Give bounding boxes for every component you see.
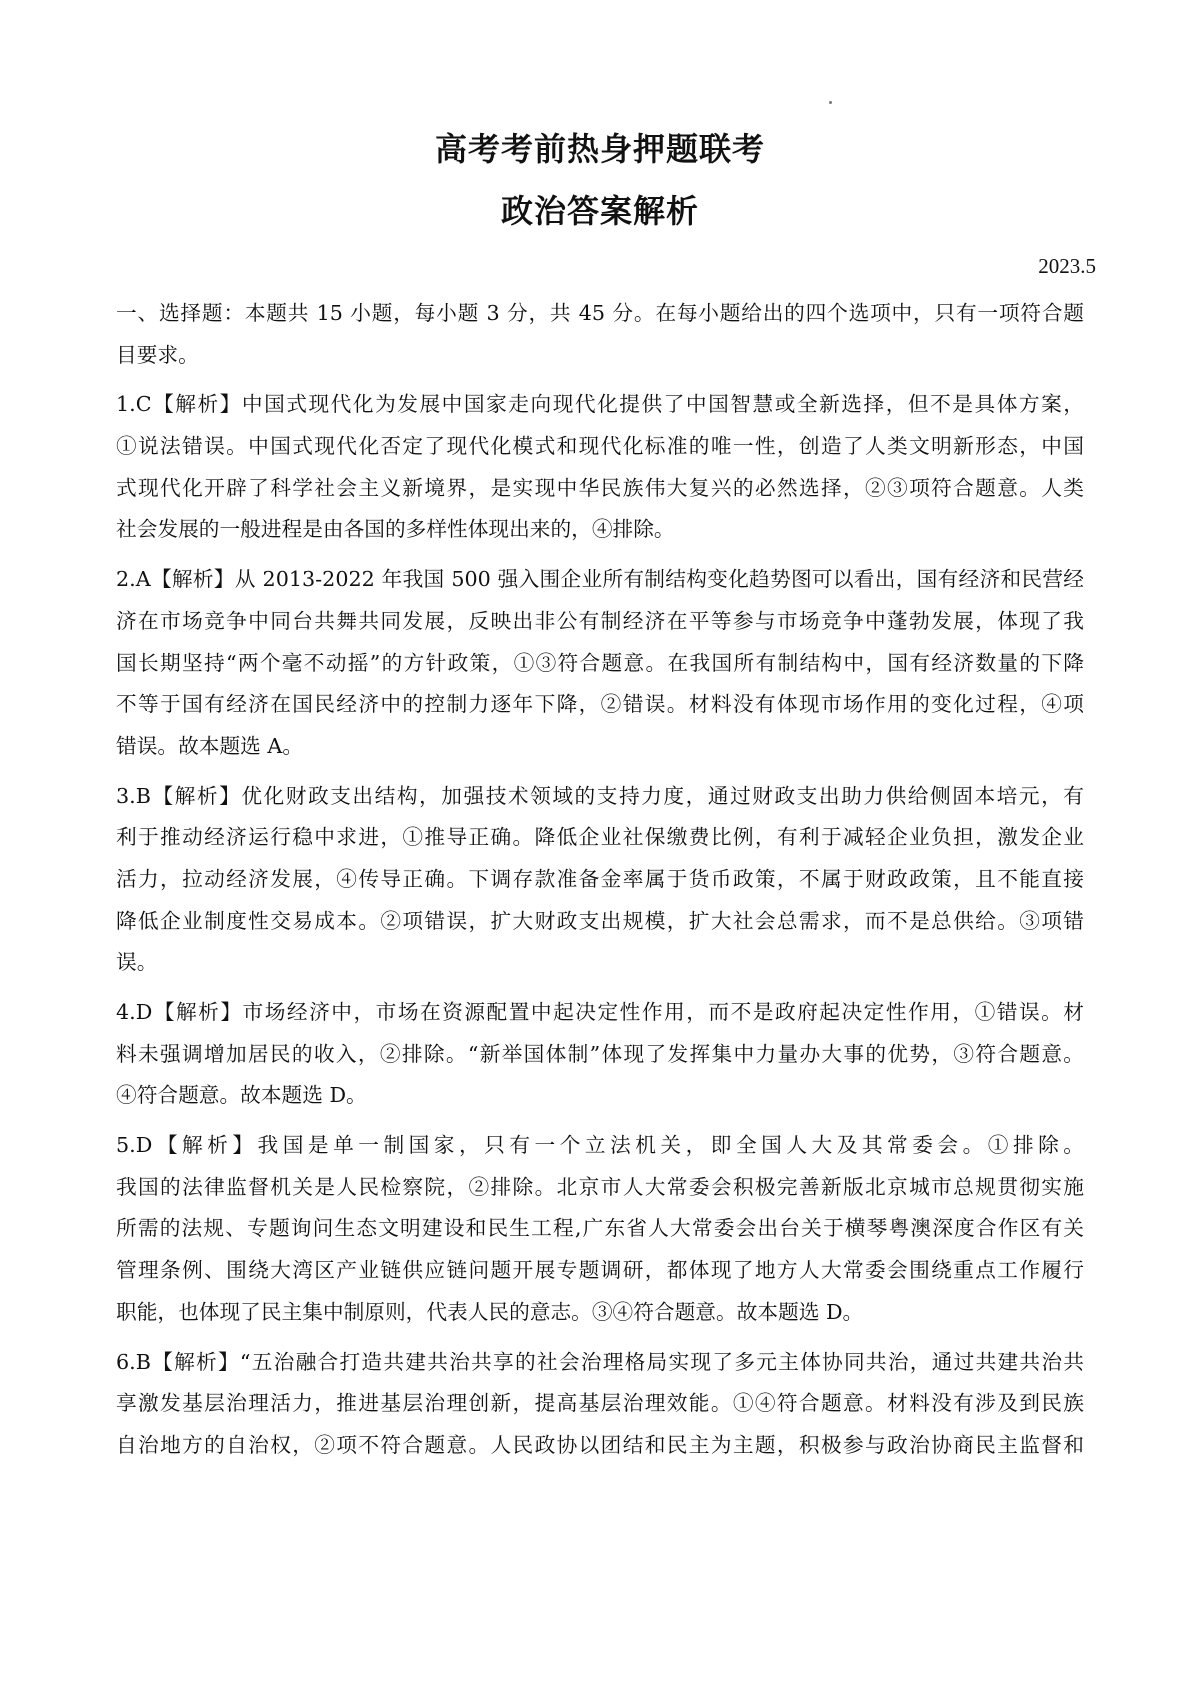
text-line: 料未强调增加居民的收入，②排除。“新举国体制”体现了发挥集中力量办大事的优势，③符合题意。 [116,1041,1084,1066]
text-line: 国长期坚持“两个毫不动摇”的方针政策，①③符合题意。在我国所有制结构中，国有经济数量的下降 [116,650,1084,675]
answer-paragraph [116,559,1084,767]
section-heading [116,293,1084,376]
paragraph-gap [116,984,1084,992]
text-line: 2.A【解析】从 2013-2022 年我国 500 强入围企业所有制结构变化趋势图可以看出，国有经济和民营经 [116,567,1084,592]
answer-paragraph [116,1342,1084,1467]
document-subtitle: 政治答案解析 [500,192,699,230]
text-line: 3.B【解析】优化财政支出结构，加强技术领域的支持力度，通过财政支出助力供给侧固本培元，有 [116,783,1084,808]
scan-speck [829,101,832,104]
document-body [116,293,1084,1467]
text-line: 4.D【解析】市场经济中，市场在资源配置中起决定性作用，而不是政府起决定性作用，①错误。材 [116,1000,1084,1024]
text-line: 一、选择题：本题共 15 小题，每小题 3 分，共 45 分。在每小题给出的四个选项中，只有一项符合题 [116,301,1084,325]
text-line: 利于推动经济运行稳中求进，①推导正确。降低企业社保缴费比例，有利于减轻企业负担，激发企业 [116,825,1084,850]
document-title: 高考考前热身押题联考 [434,130,765,168]
text-line: 社会发展的一般进程是由各国的多样性体现出来的，④排除。 [116,517,675,542]
text-line: 降低企业制度性交易成本。②项错误，扩大财政支出规模，扩大社会总需求，而不是总供给。③项错 [116,908,1084,933]
paragraph-gap [116,768,1084,776]
answer-paragraph [116,1125,1084,1333]
paragraph-gap [116,1334,1084,1342]
text-line: ①说法错误。中国式现代化否定了现代化模式和现代化标准的唯一性，创造了人类文明新形态，中国 [116,434,1084,459]
text-line: 6.B【解析】“五治融合打造共建共治共享的社会治理格局实现了多元主体协同共治，通过共建共治共 [116,1349,1084,1374]
paragraph-gap [116,551,1084,559]
text-line: 自治地方的自治权，②项不符合题意。人民政协以团结和民主为主题，积极参与政治协商民主监督和 [116,1432,1084,1457]
text-line: ④符合题意。故本题选 D。 [116,1083,367,1108]
answer-list [116,376,1084,1466]
text-line: 5.D【解析】我国是单一制国家，只有一个立法机关，即全国人大及其常委会。①排除。 [116,1133,1084,1158]
text-line: 错误。故本题选 A。 [116,733,304,758]
text-line: 不等于国有经济在国民经济中的控制力逐年下降，②错误。材料没有体现市场作用的变化过程，④项 [116,692,1084,717]
text-line: 所需的法规、专题询问生态文明建设和民生工程,广东省人大常委会出台关于横琴粤澳深度合作区有关 [116,1216,1084,1241]
text-line: 济在市场竞争中同台共舞共同发展，反映出非公有制经济在平等参与市场竞争中蓬勃发展，体现了我 [116,608,1084,633]
answer-paragraph [116,992,1084,1117]
text-line: 目要求。 [116,342,199,367]
text-line: 1.C【解析】中国式现代化为发展中国家走向现代化提供了中国智慧或全新选择，但不是具体方案， [116,392,1084,417]
text-line: 我国的法律监督机关是人民检察院，②排除。北京市人大常委会积极完善新版北京城市总规贯彻实施 [116,1174,1084,1199]
text-line: 享激发基层治理活力，推进基层治理创新，提高基层治理效能。①④符合题意。材料没有涉及到民族 [116,1391,1084,1416]
text-line: 管理条例、围绕大湾区产业链供应链问题开展专题调研，都体现了地方人大常委会围绕重点工作履行 [116,1258,1084,1283]
text-line: 式现代化开辟了科学社会主义新境界，是实现中华民族伟大复兴的必然选择，②③项符合题意。人类 [116,475,1084,500]
document-date: 2023.5 [1038,254,1096,278]
text-line: 职能，也体现了民主集中制原则，代表人民的意志。③④符合题意。故本题选 D。 [116,1299,864,1324]
answer-paragraph [116,776,1084,984]
answer-paragraph [116,384,1084,551]
text-line: 活力，拉动经济发展，④传导正确。下调存款准备金率属于货币政策，不属于财政政策，且不能直接 [116,866,1084,891]
paragraph-gap [116,376,1084,384]
paragraph-gap [116,1117,1084,1125]
text-line: 误。 [116,950,158,975]
